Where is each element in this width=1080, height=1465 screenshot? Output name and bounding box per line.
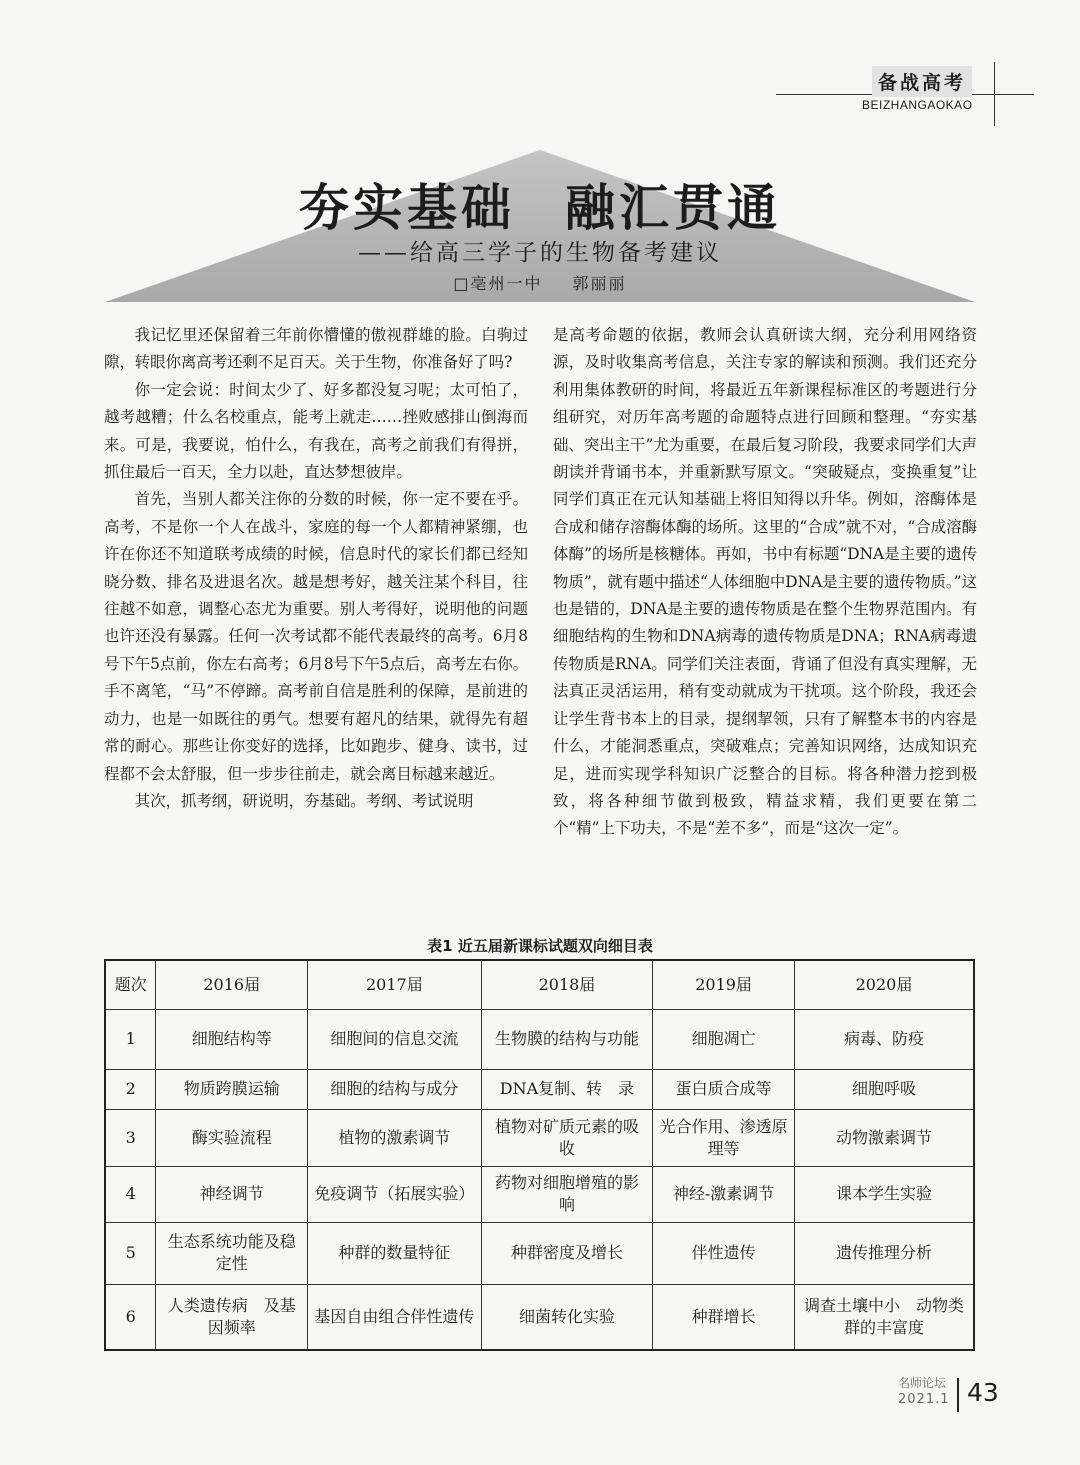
section-title: 备战高考 <box>872 66 972 97</box>
body-column-right <box>553 322 977 843</box>
table-cell: DNA复制、转 录 <box>481 1069 653 1109</box>
paragraph: 其次，抓考纲，研说明，夯基础。考纲、考试说明 <box>134 791 474 810</box>
table-cell: 人类遗传病 及基因频率 <box>156 1284 308 1350</box>
body-column-left <box>104 322 528 815</box>
table-header-row <box>105 960 974 1009</box>
header-vertical-rule <box>994 62 995 126</box>
table-cell: 基因自由组合伴性遗传 <box>308 1284 482 1350</box>
paragraph: 是高考命题的依据，教师会认真研读大纲，充分利用网络资源，及时收集高考信息，关注专家的解读和预测。我们还充分利用集体教研的时间，将最近五年新课程标准区的考题进行分组研究，对历年高考题的命题特点进行回顾和整理。“夯实基础、突出主干”尤为重要，在最后复习阶段，我要求同学们大声朗读并背诵书本，并重新默写原文。“突破疑点，变换重复”让同学们真正在元认知基础上将旧知得以升华。例如，溶酶体是合成和储存溶酶体酶的场所。这里的“合成”就不对，“合成溶酶体酶”的场所是核糖体。再如，书中有标题“DNA是主要的遗传物质”，就有题中描述“人体细胞中DNA是主要的遗传物质。”这也是错的，DNA是主要的遗传物质是在整个生物界范围内。有细胞结构的生物和DNA病毒的遗传物质是DNA；RNA病毒遗传物质是RNA。同学们关注表面，背诵了但没有真实理解，无法真正灵活运用，稍有变动就成为干扰项。这个阶段，我还会让学生背书本上的目录，提纲挈领，只有了解整本书的内容是什么，才能洞悉重点，突破难点；完善知识网络，达成知识充足，进而实现学科知识广泛整合的目标。将各种潜力挖到极致，将各种细节做到极致，精益求精，我们更要在第二个“精”上下功夫，不是“差不多”，而是“这次一定”。 <box>553 326 977 838</box>
table-cell: 免疫调节（拓展实验） <box>308 1166 482 1222</box>
table-cell: 细胞呼吸 <box>794 1069 974 1109</box>
table-cell: 生态系统功能及稳定性 <box>156 1222 308 1284</box>
table-cell: 神经-激素调节 <box>653 1166 795 1222</box>
article-subtitle: ——给高三学子的生物备考建议 <box>358 240 722 266</box>
table-row <box>105 1166 974 1222</box>
table-cell: 2 <box>105 1069 156 1109</box>
table-cell: 蛋白质合成等 <box>653 1069 795 1109</box>
table-cell: 调查土壤中小 动物类群的丰富度 <box>794 1284 974 1350</box>
table-cell: 植物对矿质元素的吸收 <box>481 1109 653 1166</box>
table-header-cell: 题次 <box>105 960 156 1009</box>
page-number: 43 <box>967 1378 999 1407</box>
table-cell: 酶实验流程 <box>156 1109 308 1166</box>
table-header-cell: 2018届 <box>481 960 653 1009</box>
table-cell: 4 <box>105 1166 156 1222</box>
table-cell: 病毒、防疫 <box>794 1009 974 1069</box>
table-cell: 细菌转化实验 <box>481 1284 653 1350</box>
article-author <box>0 271 1080 294</box>
article-title-part1: 夯实基础 <box>299 178 515 237</box>
table-cell: 细胞凋亡 <box>653 1009 795 1069</box>
author-name: 郭丽丽 <box>572 274 627 293</box>
table-cell: 3 <box>105 1109 156 1166</box>
table-header-cell: 2020届 <box>794 960 974 1009</box>
article-title-part2: 融汇贯通 <box>565 178 781 237</box>
table-cell: 植物的激素调节 <box>308 1109 482 1166</box>
table-row <box>105 1109 974 1166</box>
table-cell: 光合作用、渗透原理等 <box>653 1109 795 1166</box>
article-title <box>0 168 1080 240</box>
table-cell: 种群密度及增长 <box>481 1222 653 1284</box>
table-cell: 细胞结构等 <box>156 1009 308 1069</box>
exam-topics-table <box>104 959 975 1351</box>
table-cell: 6 <box>105 1284 156 1350</box>
table-cell: 1 <box>105 1009 156 1069</box>
table-cell: 课本学生实验 <box>794 1166 974 1222</box>
journal-name: 名师论坛 <box>898 1376 947 1390</box>
paragraph: 首先，当别人都关注你的分数的时候，你一定不要在乎。高考，不是你一个人在战斗，家庭的每一个人都精神紧绷，也许在你还不知道联考成绩的时候，信息时代的家长们都已经知晓分数、排名及进退名次。越是想考好，越关注某个科目，往往越不如意，调整心态尤为重要。别人考得好，说明他的问题也许还没有暴露。任何一次考试都不能代表最终的高考。6月8号下午5点前，你左右高考；6月8号下午5点后，高考左右你。手不离笔，“马”不停蹄。高考前自信是胜利的保障，是前进的动力，也是一如既往的勇气。想要有超凡的结果，就得先有超常的耐心。那些让你变好的选择，比如跑步、健身、读书，过程都不会太舒服，但一步步往前走，就会离目标越来越近。 <box>104 490 528 783</box>
table-cell: 5 <box>105 1222 156 1284</box>
table-row <box>105 1069 974 1109</box>
table-cell: 动物激素调节 <box>794 1109 974 1166</box>
table-cell: 遗传推理分析 <box>794 1222 974 1284</box>
table-cell: 物质跨膜运输 <box>156 1069 308 1109</box>
table-row <box>105 1009 974 1069</box>
table-header-cell: 2017届 <box>308 960 482 1009</box>
table-cell: 细胞的结构与成分 <box>308 1069 482 1109</box>
table-cell: 生物膜的结构与功能 <box>481 1009 653 1069</box>
table-cell: 种群的数量特征 <box>308 1222 482 1284</box>
footer-divider <box>957 1378 959 1412</box>
table-row <box>105 1222 974 1284</box>
table-cell: 神经调节 <box>156 1166 308 1222</box>
table-header-cell: 2016届 <box>156 960 308 1009</box>
table-caption: 表1 近五届新课标试题双向细目表 <box>427 937 653 955</box>
table-header-cell: 2019届 <box>653 960 795 1009</box>
paragraph: 你一定会说：时间太少了、好多都没复习呢；太可怕了，越考越糟；什么名校重点，能考上就走……挫败感排山倒海而来。可是，我要说，怕什么，有我在，高考之前我们有得拼，抓住最后一百天，全力以赴，直达梦想彼岸。 <box>104 380 528 482</box>
table-cell: 伴性遗传 <box>653 1222 795 1284</box>
section-pinyin: BEIZHANGAOKAO <box>862 98 973 112</box>
table-cell: 细胞间的信息交流 <box>308 1009 482 1069</box>
table-cell: 药物对细胞增殖的影响 <box>481 1166 653 1222</box>
table-row <box>105 1284 974 1350</box>
author-school: □亳州一中 <box>453 274 543 293</box>
table-cell: 种群增长 <box>653 1284 795 1350</box>
paragraph: 我记忆里还保留着三年前你懵懂的傲视群雄的脸。白驹过隙，转眼你离高考还剩不足百天。关于生物，你准备好了吗? <box>104 326 528 372</box>
journal-issue: 2021.1 <box>898 1392 950 1407</box>
